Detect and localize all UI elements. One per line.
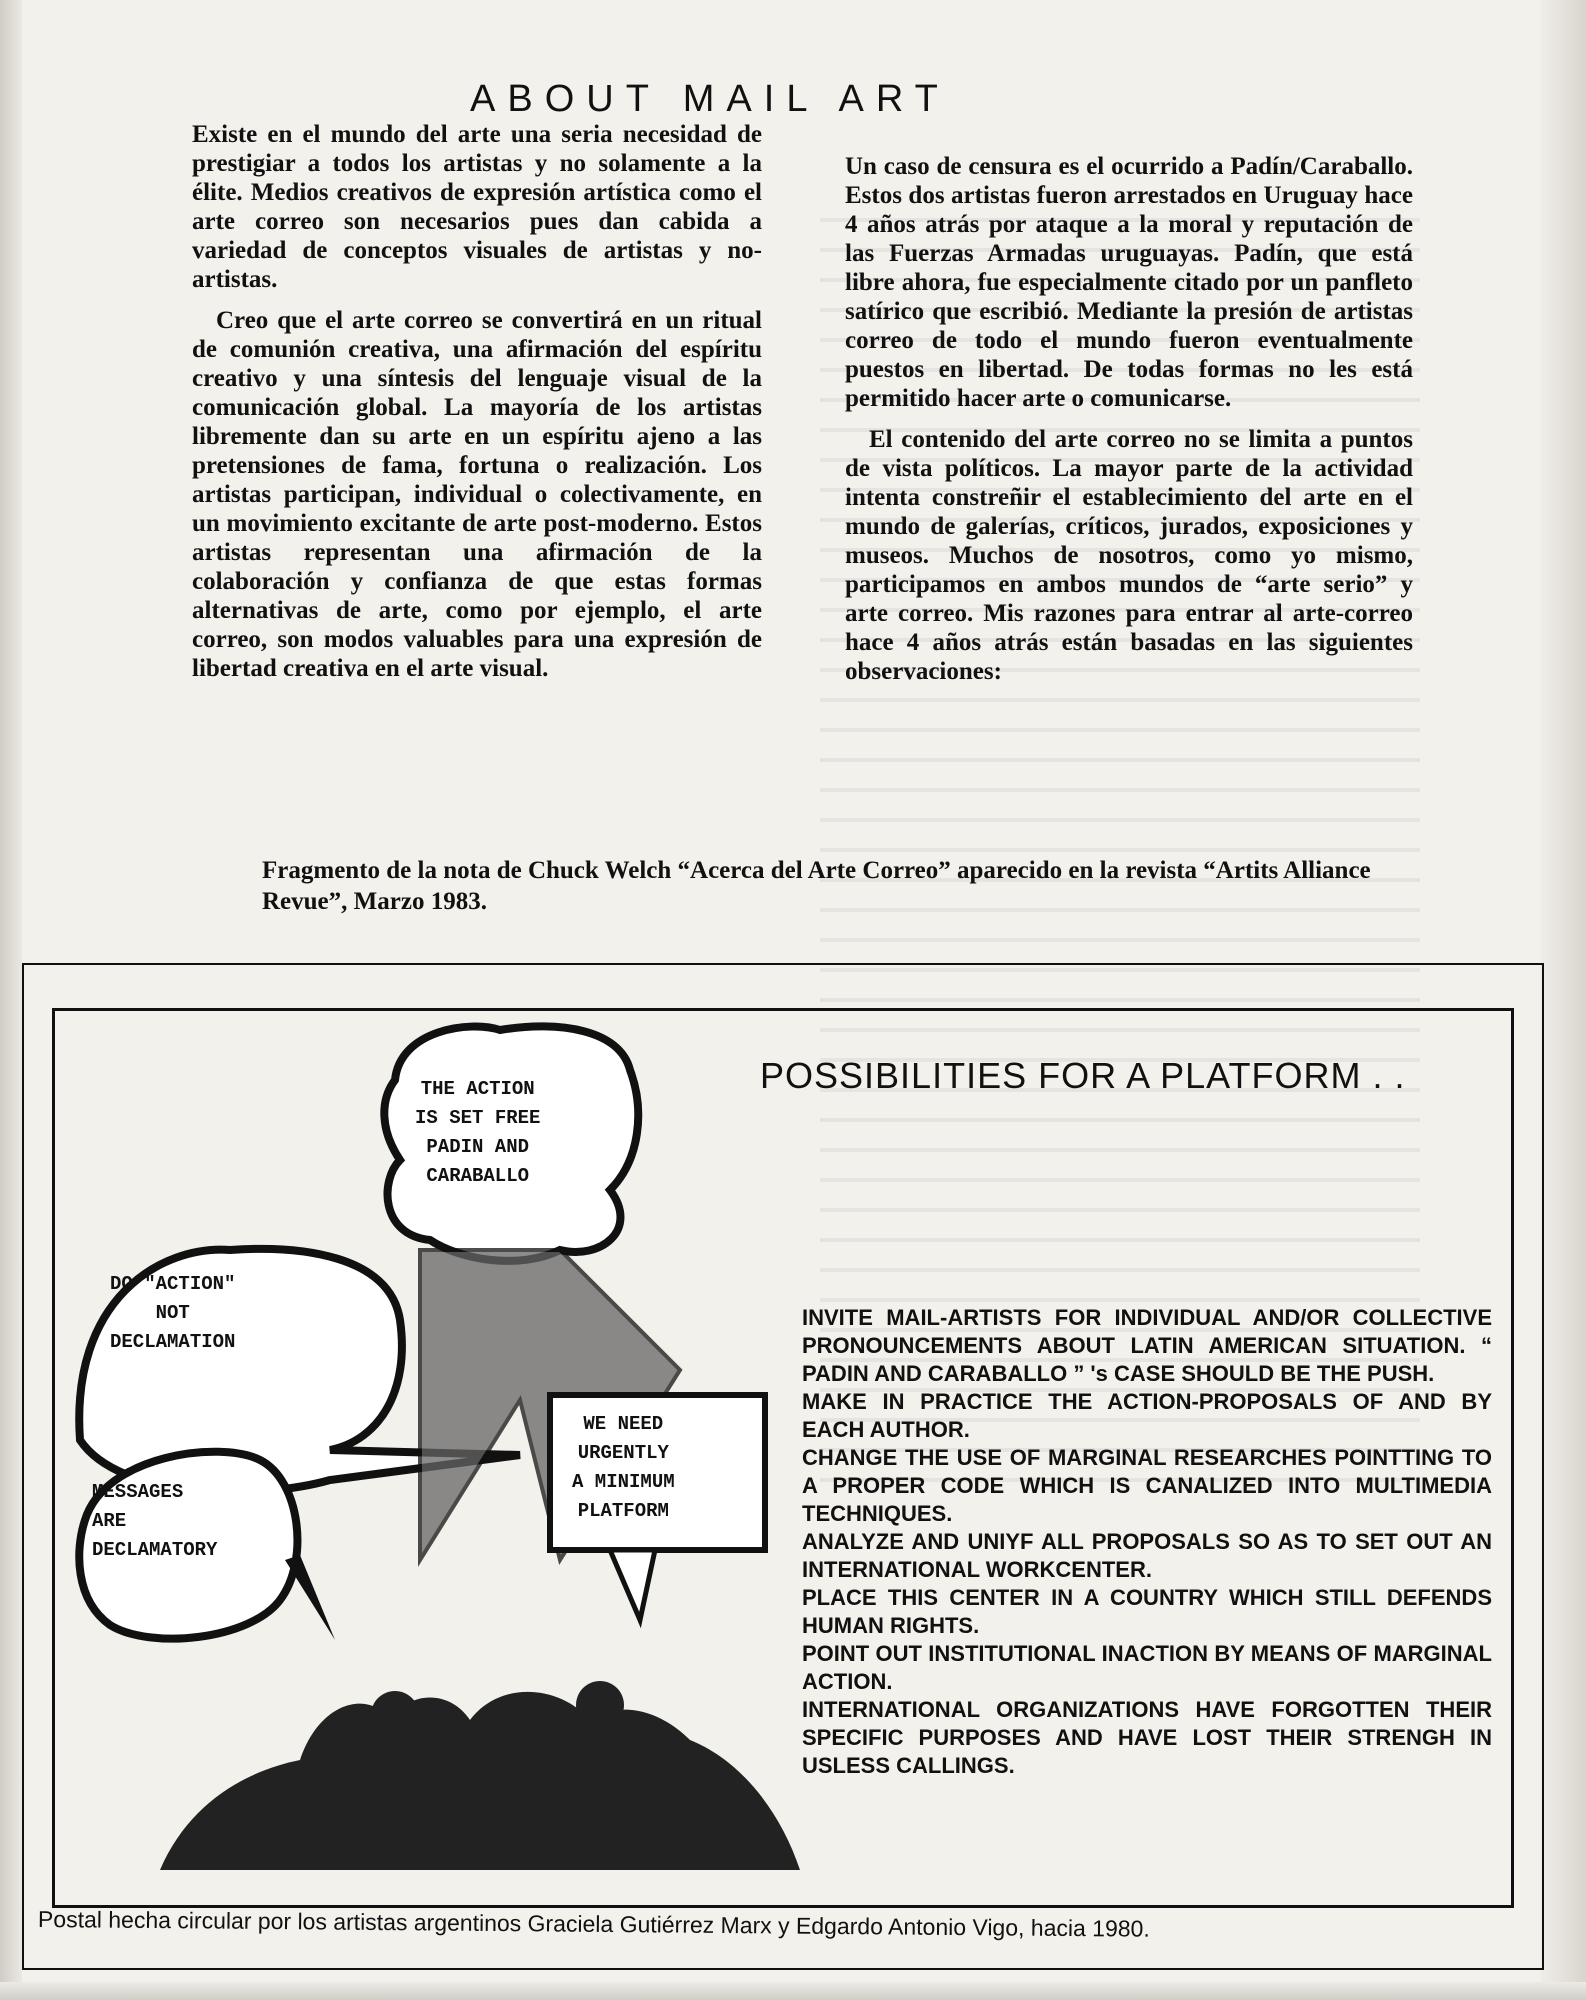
- center-bubble-text: THE ACTION IS SET FREE PADIN AND CARABALLO: [415, 1078, 541, 1187]
- proposal-item: ANALYZE AND UNIYF ALL PROPOSALS SO AS TO SET OUT AN INTERNATIONAL WORKCENTER.: [802, 1529, 1492, 1582]
- paragraph: Creo que el arte correo se convertirá en un ritual de comunión creativa, una afirmación del espíritu creativo y una síntesis del lenguaje visual de la comunicación global. La mayoría de los artistas libremente dan su arte en un espíritu ajeno a las pretensiones de fama, fortuna o realización. Los artistas participan, individual o colectivamente, en un movimiento excitante de arte post-moderno. Estos artistas representan una afirmación de la colaboración y confianza de que estas formas alternativas de arte, como por ejemplo, el arte correo, son modos valuables para una expresión de libertad creativa en el arte visual.: [192, 307, 762, 682]
- proposal-item: POINT OUT INSTITUTIONAL INACTION BY MEANS OF MARGINAL ACTION.: [802, 1641, 1492, 1694]
- proposal-item: INTERNATIONAL ORGANIZATIONS HAVE FORGOTTEN THEIR SPECIFIC PURPOSES AND HAVE LOST THEIR STRENGH IN USLESS CALLINGS.: [802, 1697, 1492, 1778]
- figures-silhouette: [160, 1692, 800, 1870]
- proposal-item: INVITE MAIL-ARTISTS FOR INDIVIDUAL AND/OR COLLECTIVE PRONOUNCEMENTS ABOUT LATIN AMERICAN SITUATION. “ PADIN AND CARABALLO ” 's CASE SHOULD BE THE PUSH.: [802, 1305, 1492, 1386]
- figure-head: [576, 1681, 624, 1729]
- proposal-item: CHANGE THE USE OF MARGINAL RESEARCHES POINTTING TO A PROPER CODE WHICH IS CANALIZED INTO MULTIMEDIA TECHNIQUES.: [802, 1445, 1492, 1526]
- platform-heading: POSSIBILITIES FOR A PLATFORM . .: [760, 1055, 1406, 1096]
- proposal-item: PLACE THIS CENTER IN A COUNTRY WHICH STILL DEFENDS HUMAN RIGHTS.: [802, 1585, 1492, 1638]
- paragraph: Existe en el mundo del arte una seria necesidad de prestigiar a todos los artistas y no solamente a la élite. Medios creativos de expresión artística como el arte correo son necesarios pues dan cabida a variedad de conceptos visuales de artistas y no-artistas.: [192, 121, 762, 293]
- oval-bubble-text: MESSAGES ARE DECLAMATORY: [92, 1481, 218, 1561]
- rect-bubble-tail: [610, 1550, 655, 1620]
- oval-bubble-tail: [285, 1555, 335, 1640]
- proposals-list: [802, 1304, 1492, 1780]
- figure-head: [371, 1691, 419, 1739]
- postcard-caption: Postal hecha circular por los artistas argentinos Graciela Gutiérrez Marx y Edgardo Antonio Vigo, hacia 1980.: [37, 1906, 1150, 1942]
- paragraph: El contenido del arte correo no se limita a puntos de vista políticos. La mayor parte de la actividad intenta constreñir el establecimiento del arte en el mundo de galerías, críticos, jurados, exposiciones y museos. Muchos de nosotros, como yo mismo, participamos en ambos mundos de “arte serio” y arte correo. Mis razones para entrar al arte-correo hace 4 años atrás están basadas en las siguientes observaciones:: [845, 426, 1413, 685]
- source-note: Fragmento de la nota de Chuck Welch “Acerca del Arte Correo” aparecido en la revista “Artits Alliance Revue”, Marzo 1983.: [262, 857, 1371, 915]
- proposal-item: MAKE IN PRACTICE THE ACTION-PROPOSALS OF AND BY EACH AUTHOR.: [802, 1389, 1492, 1442]
- rect-bubble-text: WE NEED URGENTLY A MINIMUM PLATFORM: [572, 1413, 675, 1522]
- page-title: ABOUT MAIL ART: [470, 78, 950, 120]
- left-bubble-text: DO "ACTION" NOT DECLAMATION: [110, 1273, 236, 1353]
- paragraph: Un caso de censura es el ocurrido a Padín/Caraballo. Estos dos artistas fueron arrestados en Uruguay hace 4 años atrás por ataque a la moral y reputación de las Fuerzas Armadas uruguayas. Padín, que está libre ahora, fue especialmente citado por un panfleto satírico que escribió. Mediante la presión de artistas correo de todo el mundo fueron eventualmente puestos en libertad. De todas formas no les está permitido hacer arte o comunicarse.: [845, 153, 1413, 412]
